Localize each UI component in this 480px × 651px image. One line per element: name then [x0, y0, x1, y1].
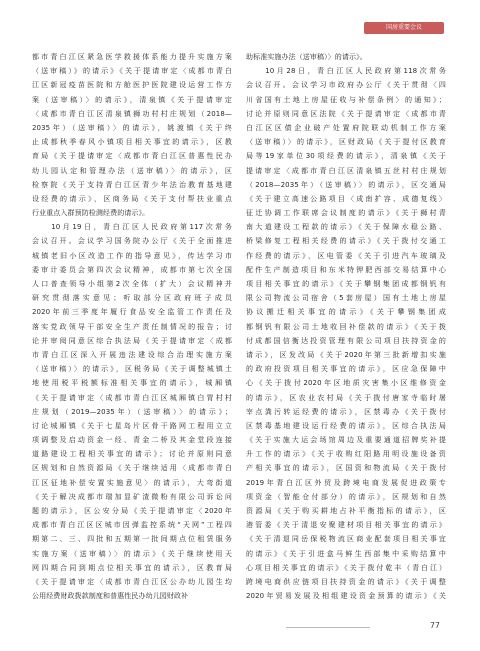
text-line: 讨论城厢镇《关于七星岛片区骨干路网工程用立立 [32, 421, 232, 430]
text-line: 〈成都市青白江区清泉镇狮功村村庄规划（2018— [32, 109, 232, 118]
text-line: 检察院《关于支持青白江区青少年法治教育基地建 [32, 180, 232, 189]
text-line: 产相关事宜的请示》，区国资和物流局《关于拨付 [246, 464, 446, 473]
text-line: 请示》，区发改局《关于2020年第三批新增扣实施 [246, 350, 446, 359]
text-line: 育局《关于提请审定〈成都市青白江区普惠性民办 [32, 152, 232, 161]
text-line: 白江区区债企业破产处置府院联动机制工作方案 [246, 123, 446, 132]
text-line: 委审计委员会第四次会议精神，成都市第七次全国 [32, 265, 232, 274]
text-line: 港管委《关于清退安聚建材项目相关事宜的请示》 [246, 521, 446, 530]
text-line: 征迁协调工作联席会议制度的请示》《关于狮村青 [246, 209, 446, 218]
text-line: 庄规划（2019—2035年）（送审稿）〉的请示》； [32, 407, 232, 416]
text-line: 局等19家单位30项经费的请示》，清泉镇《关于 [246, 152, 446, 161]
text-line: 行业重点入群预防检测经费的请示》。 [32, 209, 150, 218]
text-line: 心《关于拨付2020年区地质灾害集小区维修资金 [246, 379, 446, 388]
text-line: 落实党政领导干部安全生产责任制情况的报告；讨 [32, 322, 232, 331]
text-line: 资源局《关于购买耕地占补平衡指标的请示》，区 [246, 507, 446, 515]
text-line: 提请审定〈成都市青白江区清泉镇五丝村村庄规划 [246, 166, 446, 175]
text-line: 2020年贸易发展及相组建设资金预算的请示》《关 [246, 592, 446, 601]
text-line: 限公司物流公司宿舍（5套房屋）国有土地上房屋 [246, 294, 446, 303]
text-line: 设经费的请示》，区商务局《关于支付帮扶业重点 [32, 194, 232, 203]
text-line: 人口普查领导小组第2次全体（扩大）会议精神并 [32, 280, 232, 288]
text-line: 期第二、三、四批和五期第一批间期点位租赁服务 [32, 535, 232, 544]
text-line: 研究贯彻落实意见；听取部分区政府班子成员 [32, 294, 232, 303]
text-line: 区规划和自然资源局《关于继续适用〈成都市青白 [32, 464, 232, 473]
text-line: 宰点粪污转运经费的请示》，区禁毒办《关于拨付 [246, 407, 446, 416]
text-line: 讨论并原则同意区法院《关于提请审定〈成都市青 [246, 109, 446, 118]
left-column [32, 50, 232, 612]
footer-rule [286, 627, 370, 628]
text-line: 区禁毒基地建设运行经费的请示》，区综合执法局 [246, 421, 446, 430]
text-line: 的请示》《关于引进盒马鲜生西部集中采购结算中 [246, 549, 446, 558]
text-line: （2018—2035年）（送审稿）〉的请示》，区交通局 [246, 180, 446, 189]
text-line: （送审稿）》的请示》《关于提请审定〈成都市青白 [32, 67, 232, 76]
text-line: 都钢钒有限公司土地收回补偿款的请示》《关于拨 [246, 322, 446, 331]
text-line: 《关于提请审定〈成都市青白江区公办幼儿园生均 [32, 577, 232, 586]
text-line: 止成都秋季春风小镇项目相关事宜的请示》，区教 [32, 138, 232, 147]
text-line: 《关于清退同岳保税物流区商业配套项目相关事宜 [246, 535, 446, 544]
text-line: 桥梁修复工程相关经费的请示》《关于拨付交通工 [246, 237, 446, 246]
text-line: 2035年）（送审稿）〉的请示》，姚渡镇《关于终 [32, 123, 232, 132]
text-line: 《关于实施大运会场馆周边及重要通道招牌奖补提 [246, 436, 446, 445]
text-line: 协议搬迁相关事宜的请示》《关于攀钢集团成 [246, 308, 446, 317]
text-line: 《关于建立高速公路项目〈成南扩容、成德复线〉 [246, 194, 446, 203]
text-line: 助标准实施办法（送审稿）〉的请示》。 [246, 53, 367, 61]
text-line: 城镇老旧小区改造工作的指导意见》，传达学习市 [32, 251, 232, 260]
text-line: 幼儿园认定和管理办法（送审稿）〉的请示》，区 [32, 166, 232, 175]
text-line: 案（送审稿）〉的请示》，清泉镇《关于提请审定 [32, 95, 232, 104]
text-line: （送审稿）〉的请示》，区税务局《关于调整城镇土 [32, 365, 232, 374]
text-line: 都市青白江区紧急医学救援体系能力提升实施方案 [32, 53, 232, 61]
text-line: 《关于提请审定〈成都市青白江区城厢镇白胃村村 [32, 393, 232, 402]
text-line: 2020年前三季度年履行食品安全监管工作责任及 [32, 308, 232, 317]
text-line: 升工作的请示》《关于收购红阳路用明设施设备资 [246, 450, 446, 459]
text-line: 公用经费财政拨款制度和普惠性民办幼儿园财政补 [32, 592, 189, 601]
text-line: 江区征地补偿安置实施意见〉的请示》，大弯街道 [32, 478, 232, 487]
text-line: 南大道建设工程款的请示》《关于保障水稳公路、 [246, 223, 446, 232]
text-line: 项调整及启动资金一经、青金二桥及其金堂段连接 [32, 436, 232, 445]
text-line: 的请示》，区农业农村局《关于拨付唐家寺临时屠 [246, 393, 446, 402]
text-line: 付成都国信衡达投资管理有限公司项目扶持资金的 [246, 336, 446, 345]
text-line: 市青白江区深入开展违法建设综合治理实施方案 [32, 350, 232, 359]
text-line: 道路建设工程相关事宜的请示》；讨论并原则同意 [32, 450, 232, 459]
text-line: 作经费的请示》，区电管委《关于引进汽车玻璃及 [246, 251, 446, 260]
text-line: 10月28日，青白江区人民政府第118次常务 [246, 67, 446, 76]
text-line: 实施方案（送审稿）〉的请示》《关于继续使用天 [32, 549, 232, 558]
text-line: 会议召开。会议学习市政府办公厅《关于贯彻〈四 [246, 81, 446, 90]
text-line: 2019年青白江区外贸及跨境电商发展促进政策专 [246, 478, 446, 487]
text-line: 江区新冠疫苗医院和方舱医护医院建设运营工作方 [32, 81, 232, 90]
text-line: 论并审阅同意区综合执法局《关于提请审定〈成都 [32, 336, 232, 345]
document-body [32, 50, 446, 612]
section-tab: 国房重要会议 [364, 22, 444, 34]
text-line: 会议召开。会议学习国务院办公厅《关于全面推进 [32, 237, 232, 246]
text-line: 地使用税平税额标准相关事宜的请示》，城厢镇 [32, 379, 232, 388]
text-line: 的政府投资项目相关事宜的请示》，区应急保障中 [246, 365, 446, 374]
text-line: 川省国有土地上房屋征收与补偿条例〉的通知》； [246, 95, 446, 104]
text-line: 项目相关事宜的请示》《关于攀钢集团成都钢钒有 [246, 280, 446, 288]
text-line: （送审稿）〉的请示》，区财政局《关于提付区教育 [246, 138, 446, 147]
text-line: 《关于解决成都市瑞加显矿渣微粉有限公司诉讼问 [32, 492, 232, 501]
text-line: 10月19日，青白江区人民政府第117次常务 [32, 223, 232, 232]
text-line: 成都市青白江区区城市因弹监控系统“天网”工程四 [32, 521, 232, 530]
text-line: 心项目相关事宜的请示》《关于拨付乾丰（青白江） [246, 563, 446, 572]
text-line: 题的请示》，区公安分局《关于提请审定〈2020年 [32, 507, 232, 515]
page-number: 77 [429, 621, 440, 630]
text-line: 项资金（智能仓付部分）的请示》，区规划和自然 [246, 492, 446, 501]
text-line: 跨境电商供应链项目扶持资金的请示》《关于调整 [246, 577, 446, 586]
text-line: 配件生产制造项目和东米特钾肥西部交易结算中心 [246, 265, 446, 274]
text-line: 网四期合同到期点位相关事宜的请示》，区教育局 [32, 563, 232, 572]
right-column [246, 50, 446, 612]
